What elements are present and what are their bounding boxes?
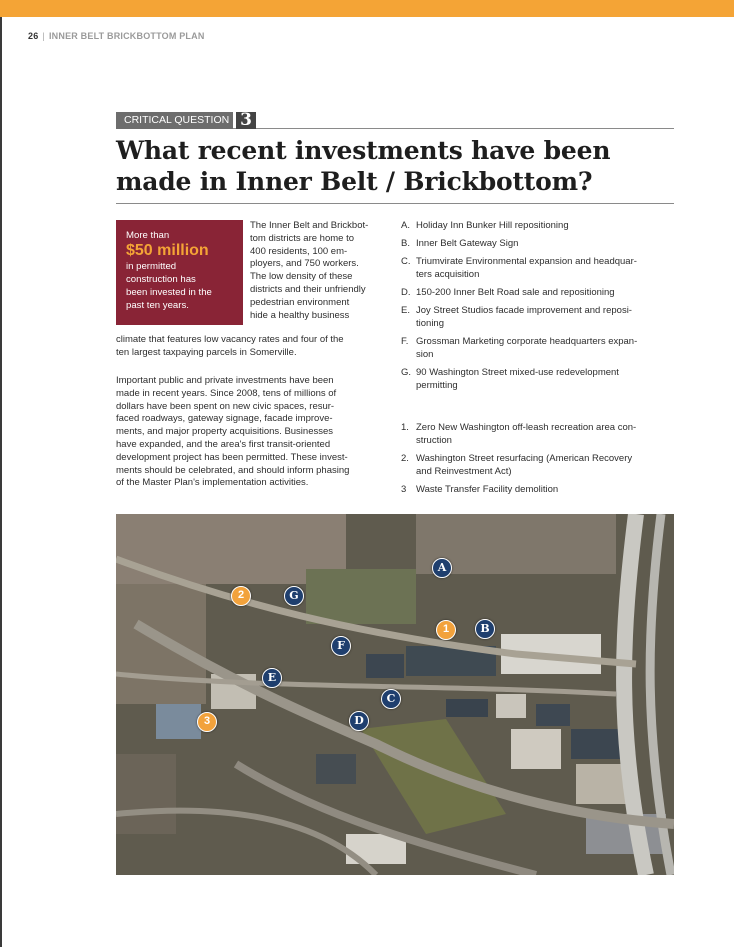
list-item [401,286,673,299]
header-separator: | [42,31,45,41]
body-line: ments should be celebrated, and should inform phasing [116,464,350,476]
list-item-text: 90 Washington Street mixed-use redevelopment [416,367,619,378]
public-investments-list [401,421,673,501]
headline-line-1: What recent investments have been [116,136,611,165]
body-line: development project has been permitted. These invest- [116,451,348,463]
list-marker: B. [401,238,410,249]
list-item [401,335,673,361]
list-item [401,366,673,392]
headline-line-2: made in Inner Belt / Brickbottom? [116,167,593,196]
investments-paragraph [116,375,388,490]
list-item-text: ters acquisition [416,269,480,280]
body-line: hide a healthy business [250,309,350,321]
map-pin-a: A [432,558,452,578]
list-item-text: Triumvirate Environmental expansion and headquar- [416,256,637,267]
list-item-text: tioning [416,318,444,329]
callout-intro: More than [126,230,170,241]
list-marker: 3 [401,484,407,495]
callout-amount: $50 million [126,242,209,259]
map-pin-3: 3 [197,712,217,732]
list-item-text: Joy Street Studios facade improvement and reposi- [416,305,632,316]
investment-callout-box [116,220,243,325]
callout-line: been invested in the [126,287,212,298]
list-marker: 2. [401,453,409,464]
map-pin-c: C [381,689,401,709]
map-pin-f: F [331,636,351,656]
map-pin-2: 2 [231,586,251,606]
list-marker: F. [401,336,409,347]
list-marker: E. [401,305,410,316]
body-line: 400 residents, 100 em- [250,245,348,257]
list-item-text: and Reinvestment Act) [416,466,512,477]
intro-paragraph-continued [116,334,388,360]
body-line: climate that features low vacancy rates and four of the [116,334,344,345]
list-marker: C. [401,256,411,267]
list-marker: A. [401,220,410,231]
list-marker: 1. [401,422,409,433]
body-line: Important public and private investments have been [116,375,334,386]
list-item [401,255,673,281]
list-marker: D. [401,287,411,298]
callout-line: in permitted [126,261,177,272]
list-marker: G. [401,367,412,378]
aerial-map [116,514,674,875]
list-item-text: Washington Street resurfacing (American Recovery [416,453,633,464]
callout-line: past ten years. [126,300,189,311]
headline-rule [116,203,674,204]
section-label-row [116,112,674,129]
list-item [401,304,673,330]
list-item [401,219,673,232]
list-item-text: Waste Transfer Facility demolition [416,484,559,495]
body-line: ments, and major property acquisitions. Businesses [116,426,334,438]
body-line: dollars have been spent on new civic spaces, resur- [116,400,335,412]
header-color-band [0,0,734,17]
private-investments-list [401,219,673,397]
list-item-text: Inner Belt Gateway Sign [416,238,519,249]
list-item [401,237,673,250]
body-line: of the Master Plan's implementation activities. [116,477,309,489]
map-pin-d: D [349,711,369,731]
list-item [401,452,673,478]
page-edge-rule [0,0,2,947]
body-line: districts and their unfriendly [250,283,366,295]
page-number: 26 [28,31,39,41]
list-item-text: Zero New Washington off-leash recreation area con- [416,422,637,433]
body-line: made in recent years. Since 2008, tens of millions of [116,387,337,399]
body-line: tom districts are home to [250,232,355,244]
map-pin-b: B [475,619,495,639]
list-item-text: Holiday Inn Bunker Hill repositioning [416,220,569,231]
list-item [401,421,673,447]
body-line: The low density of these [250,271,353,283]
map-pin-1: 1 [436,620,456,640]
body-line: have expanded, and the area's first transit-oriented [116,438,331,450]
body-line: The Inner Belt and Brickbot- [250,220,369,231]
document-title: INNER BELT BRICKBOTTOM PLAN [48,31,205,41]
callout-line: construction has [126,274,196,285]
body-line: pedestrian environment [250,296,350,308]
map-pin-e: E [262,668,282,688]
section-number: 3 [236,112,256,129]
body-line: faced roadways, gateway signage, facade improve- [116,413,333,425]
list-item-text: sion [416,349,434,360]
list-item-text: 150-200 Inner Belt Road sale and repositioning [416,287,615,298]
body-line: ten largest taxpaying parcels in Somerville. [116,346,297,358]
map-pin-g: G [284,586,304,606]
list-item-text: struction [416,435,452,446]
page-headline [116,135,676,197]
list-item-text: permitting [416,380,458,391]
body-line: ployers, and 750 workers. [250,258,359,270]
running-header [28,31,205,41]
list-item-text: Grossman Marketing corporate headquarters expan- [416,336,638,347]
section-label: CRITICAL QUESTION [116,112,233,129]
list-item [401,483,673,496]
intro-paragraph-column [250,220,390,322]
